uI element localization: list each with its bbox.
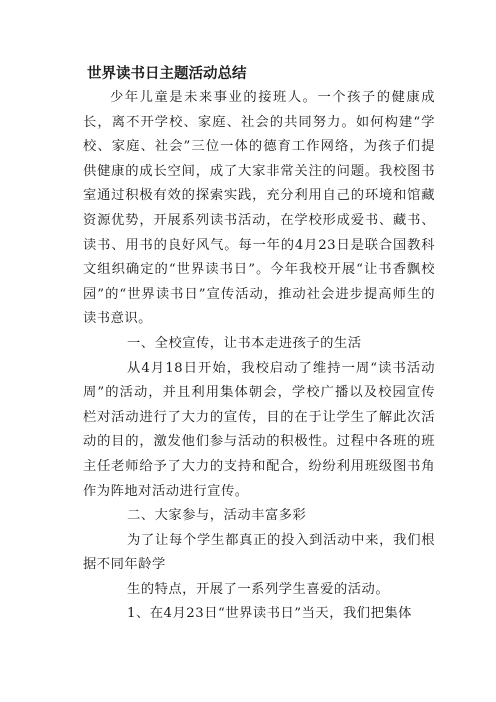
document-body xyxy=(83,86,435,627)
section-heading-2: 二、大家参与，活动丰富多彩 xyxy=(127,508,307,524)
document-title: 世界读书日主题活动总结 xyxy=(87,66,247,82)
intro-paragraph: 少年儿童是未来事业的接班人。一个孩子的健康成长，离不开学校、家庭、社会的共同努力。如何构建“学校、家庭、社会”三位一体的德育工作网络，为孩子们提供健康的成长空间，成了大家非常关注的问题。我校图书室通过积极有效的探索实践，充分利用自己的环境和馆藏资源优势，开展系列读书活动，在学校形成爱书、藏书、读书、用书的良好风气。每一年的4月23日是联合国教科文组织确定的“世界读书日”。今年我校开展“让书香飘校园”的“世界读书日”宣传活动，推动社会进步提高师生的读书意识。 xyxy=(83,90,435,327)
section-2-continuation: 生的特点，开展了一系列学生喜爱的活动。 xyxy=(127,581,390,597)
section-2-paragraph: 为了让每个学生都真正的投入到活动中来，我们根据不同年龄学 xyxy=(83,532,435,573)
section-1-paragraph: 从4月18日开始，我校启动了维持一周“读书活动周”的活动，并且利用集体朝会，学校广播以及校园宣传栏对活动进行了大力的宣传，目的在于让学生了解此次活动的目的，激发他们参与活动的积极性。过程中各班的班主任老师给予了大力的支持和配合，纷纷利用班级图书角作为阵地对活动进行宣传。 xyxy=(83,360,435,499)
list-item-1: 1、在4月23日“世界读书日”当天，我们把集体 xyxy=(127,606,412,622)
section-heading-1: 一、全校宣传，让书本走进孩子的生活 xyxy=(127,335,362,351)
